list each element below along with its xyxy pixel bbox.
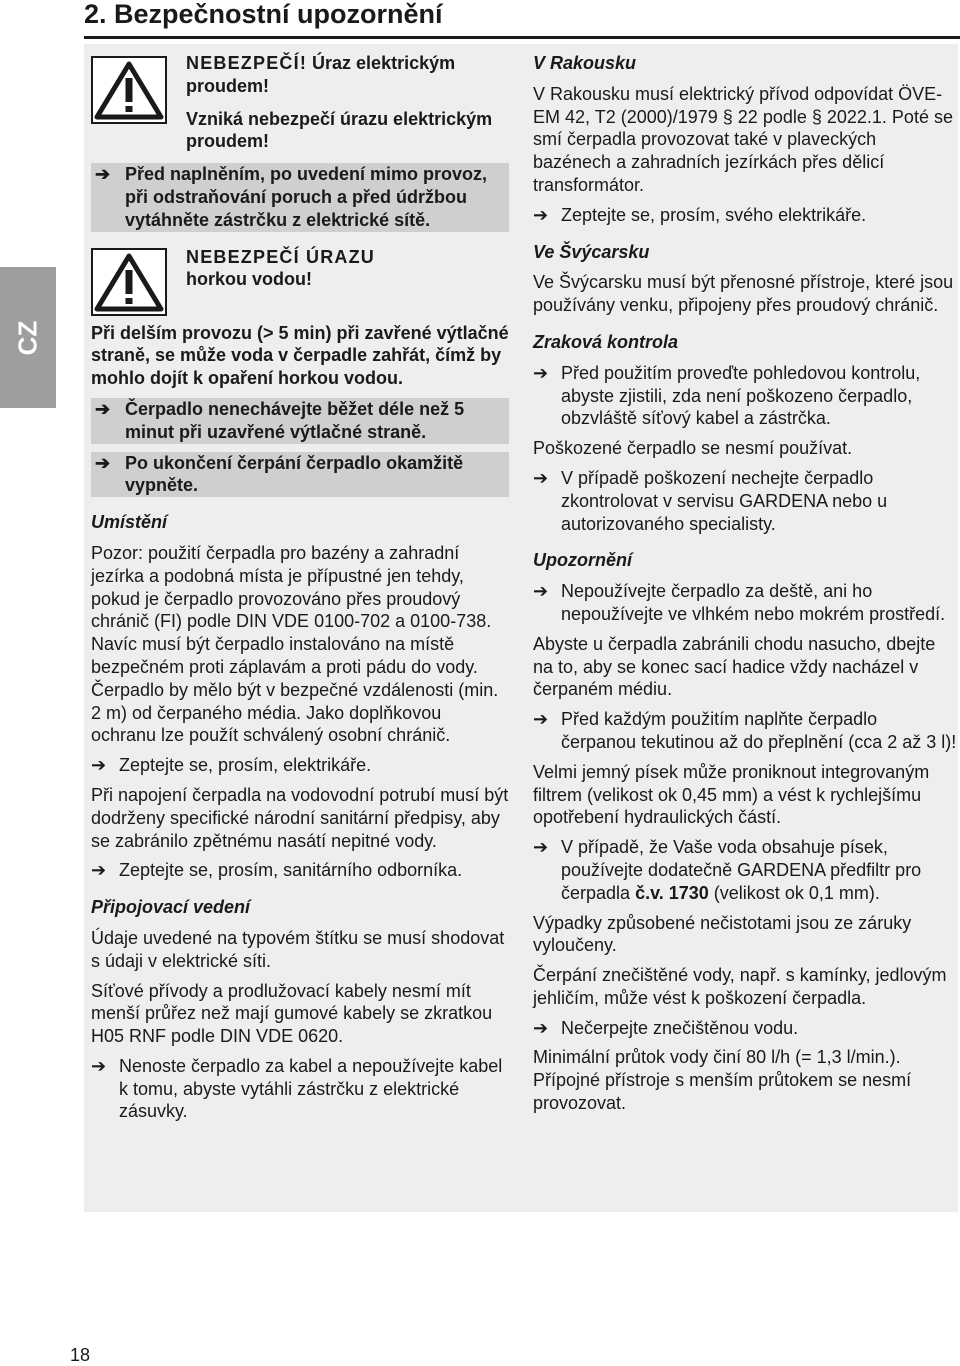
content-panel bbox=[84, 44, 958, 1212]
arrow-right-icon: ➔ bbox=[95, 452, 111, 473]
warning-hot-water-title-a: NEBEZPEČÍ ÚRAZU bbox=[186, 246, 376, 267]
left-column bbox=[91, 52, 509, 1130]
arrow-right-icon: ➔ bbox=[533, 709, 549, 730]
rakousko-bullet-1 bbox=[533, 204, 957, 227]
arrow-right-icon: ➔ bbox=[533, 837, 549, 858]
umisteni-paragraph-1: Pozor: použití čerpadla pro bazény a zahradní jezírka a podobná místa je přípustné jen tehdy, pokud je čerpadlo provozováno přes proudový chránič (FI) podle DIN VDE 0100-702 a 0100-738. Navíc musí být čerpadlo instalováno na místě bezpečném proti záplavám a proti pádu do vody. Čerpadlo by mělo být v bezpečné vzdálenosti (min. 2 m) od čerpaného média. Jako doplňkovou ochranu lze použít schválený osobní chránič. bbox=[91, 542, 499, 746]
pripojovaci-paragraph-2: Síťové přívody a prodlužovací kabely nesmí mít menší průřez než mají gumové kabely se zkratkou H05 RNF podle DIN VDE 0620. bbox=[91, 980, 493, 1047]
rakousko-bullet-1-text: Zeptejte se, prosím, svého elektrikáře. bbox=[561, 204, 867, 225]
arrow-right-icon: ➔ bbox=[533, 467, 549, 488]
warning-electric-title-b: Úraz elektrickým proudem! bbox=[186, 53, 456, 96]
warning-hot-water-header bbox=[186, 246, 509, 322]
warning-hot-water-bullet-2-text: Po ukončení čerpání čerpadlo okamžitě vypněte. bbox=[125, 452, 464, 496]
language-tab bbox=[0, 267, 56, 408]
upozorneni-bullet-4 bbox=[533, 1017, 957, 1040]
upozorneni-paragraph-2: Velmi jemný písek může proniknout integrovaným filtrem (velikost ok 0,45 mm) a vést k rychlejšímu opotřebení hydraulických částí. bbox=[533, 761, 930, 828]
upozorneni-bullet-3-text bbox=[561, 836, 957, 904]
arrow-right-icon: ➔ bbox=[91, 1055, 107, 1076]
warning-hot-water-title-b: horkou vodou! bbox=[186, 269, 312, 290]
arrow-right-icon: ➔ bbox=[533, 1017, 549, 1038]
arrow-right-icon: ➔ bbox=[91, 755, 107, 776]
warning-hot-water-bullet-1 bbox=[91, 398, 509, 444]
svycarsko-paragraph-1: Ve Švýcarsku musí být přenosné přístroje, které jsou používány venku, připojeny přes proudový chránič. bbox=[533, 272, 954, 316]
umisteni-bullet-2-text: Zeptejte se, prosím, sanitárního odborníka. bbox=[119, 860, 463, 881]
section-heading-pripojovaci: Připojovací vedení bbox=[91, 897, 251, 918]
umisteni-paragraph-2: Při napojení čerpadla na vodovodní potrubí musí být dodrženy specifické národní sanitární předpisy, aby se zabránilo zpětnému nasátí nepitné vody. bbox=[91, 784, 509, 851]
upozorneni-bullet-2-text: Před každým použitím naplňte čerpadlo čerpanou tekutinou až do přeplnění (cca 2 až 3 l)! bbox=[561, 709, 957, 752]
warning-hot-water-text: Při delším provozu (> 5 min) při zavřené výtlačné straně, se může voda v čerpadle zahřát, čímž by mohlo dojít k opaření horkou vodou. bbox=[91, 322, 509, 389]
warning-triangle-icon bbox=[91, 56, 167, 124]
upozorneni-bullet-3 bbox=[533, 836, 957, 904]
arrow-right-icon: ➔ bbox=[95, 398, 111, 419]
zrakova-bullet-2 bbox=[533, 467, 957, 535]
language-tab-label: CZ bbox=[12, 320, 43, 355]
article-number: č.v. 1730 bbox=[635, 882, 709, 903]
section-heading-upozorneni: Upozornění bbox=[533, 550, 632, 571]
zrakova-bullet-1 bbox=[533, 362, 957, 430]
warning-triangle-icon bbox=[91, 248, 167, 316]
upozorneni-bullet-1 bbox=[533, 580, 957, 626]
upozorneni-bullet-3-post: (velikost ok 0,1 mm). bbox=[708, 882, 880, 903]
upozorneni-paragraph-3: Výpadky způsobené nečistotami jsou ze záruky vyloučeny. bbox=[533, 912, 912, 956]
warning-electric-title-a: NEBEZPEČÍ! bbox=[186, 53, 308, 73]
umisteni-bullet-2 bbox=[91, 859, 509, 882]
arrow-right-icon: ➔ bbox=[95, 164, 111, 185]
rakousko-paragraph-1: V Rakousku musí elektrický přívod odpovídat ÖVE-EM 42, T2 (2000)/1979 § 22 podle § 2022.1. Poté se smí čerpadla provozovat také v plaveckých bazénech a zahradních jezírkách přes dělicí transformátor. bbox=[533, 83, 953, 195]
arrow-right-icon: ➔ bbox=[91, 860, 107, 881]
upozorneni-paragraph-4: Čerpání znečištěné vody, např. s kamínky, jedlovým jehličím, může vést k poškození čerpadla. bbox=[533, 965, 947, 1008]
title-rule bbox=[84, 36, 960, 39]
pripojovaci-paragraph-1: Údaje uvedené na typovém štítku se musí shodovat s údaji v elektrické síti. bbox=[91, 927, 505, 971]
zrakova-bullet-2-text: V případě poškození nechejte čerpadlo zkontrolovat v servisu GARDENA nebo u autorizovaného specialisty. bbox=[561, 467, 888, 534]
section-heading-umisteni: Umístění bbox=[91, 512, 168, 533]
upozorneni-bullet-2 bbox=[533, 708, 957, 754]
warning-electric-header bbox=[186, 52, 509, 153]
warning-electric-bullet-text: Před naplněním, po uvedení mimo provoz, při odstraňování poruch a před údržbou vytáhněte zástrčku z elektrické sítě. bbox=[125, 164, 488, 230]
arrow-right-icon: ➔ bbox=[533, 204, 549, 225]
warning-hot-water-bullet-2 bbox=[91, 452, 509, 498]
umisteni-bullet-1 bbox=[91, 754, 509, 777]
zrakova-paragraph-1: Poškozené čerpadlo se nesmí používat. bbox=[533, 438, 853, 459]
arrow-right-icon: ➔ bbox=[533, 362, 549, 383]
upozorneni-bullet-1-text: Nepoužívejte čerpadlo za deště, ani ho nepoužívejte ve vlhkém nebo mokrém prostředí. bbox=[561, 581, 946, 624]
umisteni-bullet-1-text: Zeptejte se, prosím, elektrikáře. bbox=[119, 755, 372, 776]
zrakova-bullet-1-text: Před použitím proveďte pohledovou kontrolu, abyste zjistili, zda není poškozeno čerpadlo, obzvláště síťový kabel a zástrčka. bbox=[561, 362, 921, 429]
pripojovaci-bullet-1 bbox=[91, 1055, 509, 1123]
section-heading-svycarsko: Ve Švýcarsku bbox=[533, 241, 650, 262]
section-heading-rakousko: V Rakousku bbox=[533, 53, 637, 73]
warning-hot-water-bullet-1-text: Čerpadlo nenechávejte běžet déle než 5 minut při uzavřené výtlačné straně. bbox=[125, 398, 465, 442]
upozorneni-bullet-4-text: Nečerpejte znečištěnou vodu. bbox=[561, 1017, 799, 1038]
section-heading-zrakova-kontrola: Zraková kontrola bbox=[533, 331, 679, 352]
pripojovaci-bullet-1-text: Nenoste čerpadlo za kabel a nepoužívejte kabel k tomu, abyste vytáhli zástrčku z elektrické zásuvky. bbox=[119, 1055, 503, 1122]
arrow-right-icon: ➔ bbox=[533, 581, 549, 602]
warning-electric-bullet bbox=[91, 163, 509, 231]
page-title: 2. Bezpečnostní upozornění bbox=[84, 0, 443, 29]
right-column bbox=[533, 52, 957, 1122]
upozorneni-paragraph-5: Minimální průtok vody činí 80 l/h (= 1,3 l/min.). Přípojné přístroje s menším průtokem se nesmí provozovat. bbox=[533, 1047, 912, 1114]
warning-electric-text: Vzniká nebezpečí úrazu elektrickým proudem! bbox=[186, 108, 493, 152]
page-number: 18 bbox=[70, 1345, 91, 1365]
warning-electric bbox=[91, 52, 509, 232]
upozorneni-bullet-3-pre: V případě, že Vaše voda obsahuje písek, používejte dodatečně GARDENA předfiltr pro čerpadla bbox=[561, 837, 922, 903]
warning-hot-water bbox=[91, 246, 509, 498]
upozorneni-paragraph-1: Abyste u čerpadla zabránili chodu nasucho, dbejte na to, aby se konec sací hadice vždy nacházel v čerpaném médiu. bbox=[533, 633, 936, 700]
